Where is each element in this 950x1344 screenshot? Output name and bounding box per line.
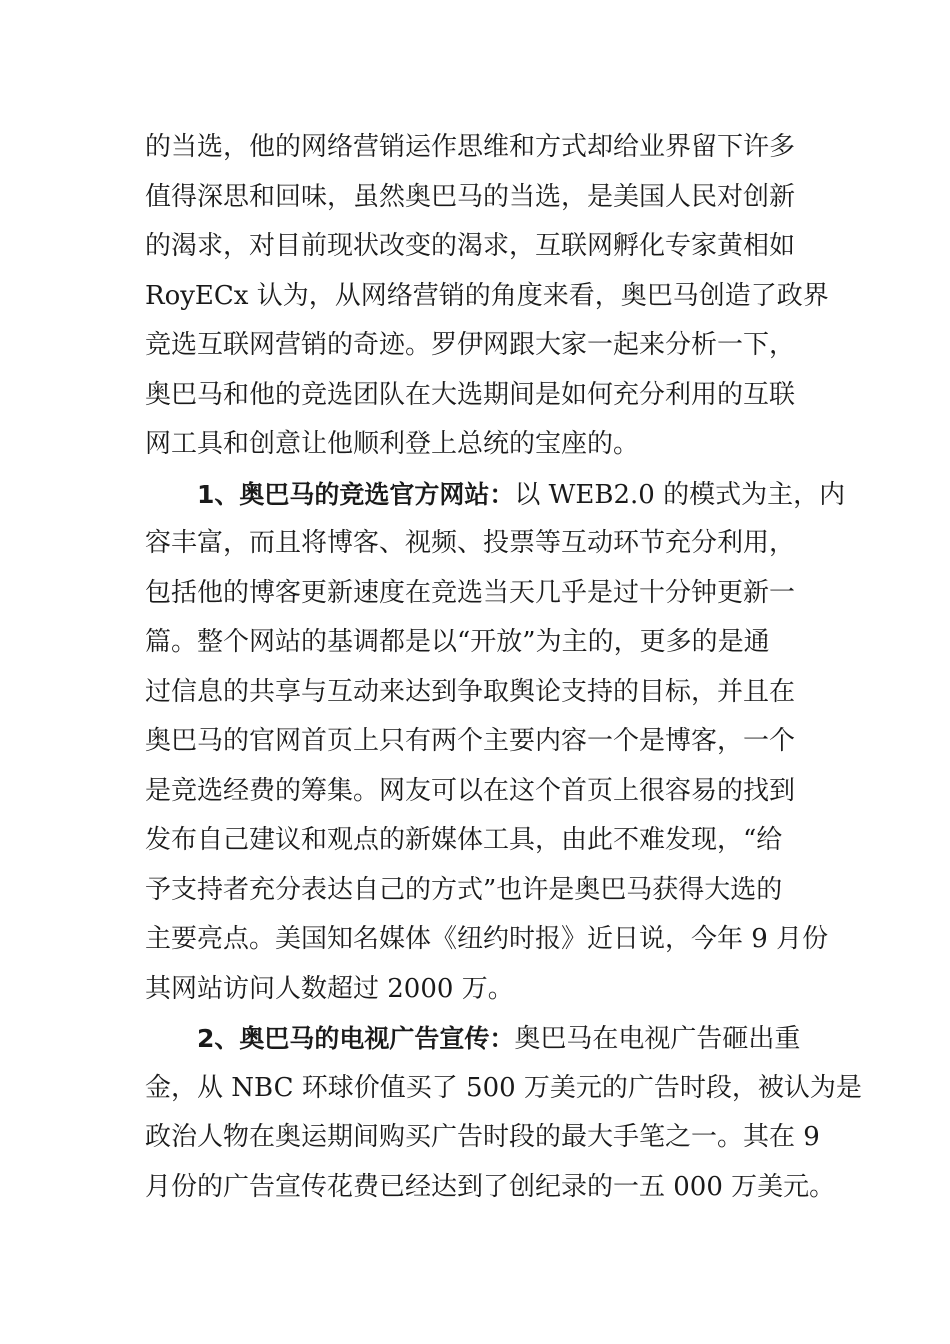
text-line: 奥巴马的官网首页上只有两个主要内容一个是博客，一个: [145, 726, 796, 756]
text-line: 的当选，他的网络营销运作思维和方式却给业界留下许多: [145, 132, 796, 162]
text-line: 值得深思和回味，虽然奥巴马的当选，是美国人民对创新: [145, 181, 796, 212]
text-line: 其网站访问人数超过 2000 万。: [145, 973, 514, 1004]
text-line: 网工具和创意让他顺利登上总统的宝座的。: [145, 429, 640, 459]
text-line: [145, 470, 846, 520]
text-line: 月份的广告宣传花费已经达到了创纪录的一五 000 万美元。: [145, 1171, 836, 1202]
text-line: 过信息的共享与互动来达到争取舆论支持的目标，并且在: [145, 676, 796, 707]
text-line: 包括他的博客更新速度在竞选当天几乎是过十分钟更新一: [145, 577, 796, 608]
text-line: 容丰富，而且将博客、视频、投票等互动环节充分利用，: [145, 528, 796, 558]
paragraph-official-website: [145, 470, 846, 1015]
text-line: 予支持者充分表达自己的方式”也许是奥巴马获得大选的: [145, 874, 783, 905]
text-line: RoyECx 认为，从网络营销的角度来看，奥巴马创造了政界: [145, 280, 829, 311]
text-line: 奥巴马和他的竞选团队在大选期间是如何充分利用的互联: [145, 379, 796, 410]
text-line: 政治人物在奥运期间购买广告时段的最大手笔之一。其在 9: [145, 1122, 820, 1152]
text-line: 是竞选经费的筹集。网友可以在这个首页上很容易的找到: [145, 775, 796, 806]
paragraph-intro: [145, 123, 829, 470]
section-heading: 2、奥巴马的电视广告宣传：: [197, 1024, 515, 1053]
text-line-rest: 以 WEB2.0 的模式为主，内: [514, 479, 846, 510]
document-body: [145, 123, 862, 1212]
text-line: 主要亮点。美国知名媒体《纽约时报》近日说，今年 9 月份: [145, 924, 829, 954]
text-line: 竞选互联网营销的奇迹。罗伊网跟大家一起来分析一下，: [145, 330, 796, 360]
section-heading: 1、奥巴马的竞选官方网站：: [197, 479, 515, 509]
text-line: 的渴求，对目前现状改变的渴求，互联网孵化专家黄相如: [145, 231, 796, 261]
text-line: 金，从 NBC 环球价值买了 500 万美元的广告时段，被认为是: [145, 1072, 862, 1103]
paragraph-tv-ads: [145, 1014, 862, 1212]
text-line: 发布自己建议和观点的新媒体工具，由此不难发现，“给: [145, 825, 783, 855]
text-line-rest: 奥巴马在电视广告砸出重: [514, 1024, 801, 1054]
text-line: 篇。整个网站的基调都是以“开放”为主的，更多的是通: [145, 627, 770, 657]
text-line: [145, 1014, 810, 1064]
